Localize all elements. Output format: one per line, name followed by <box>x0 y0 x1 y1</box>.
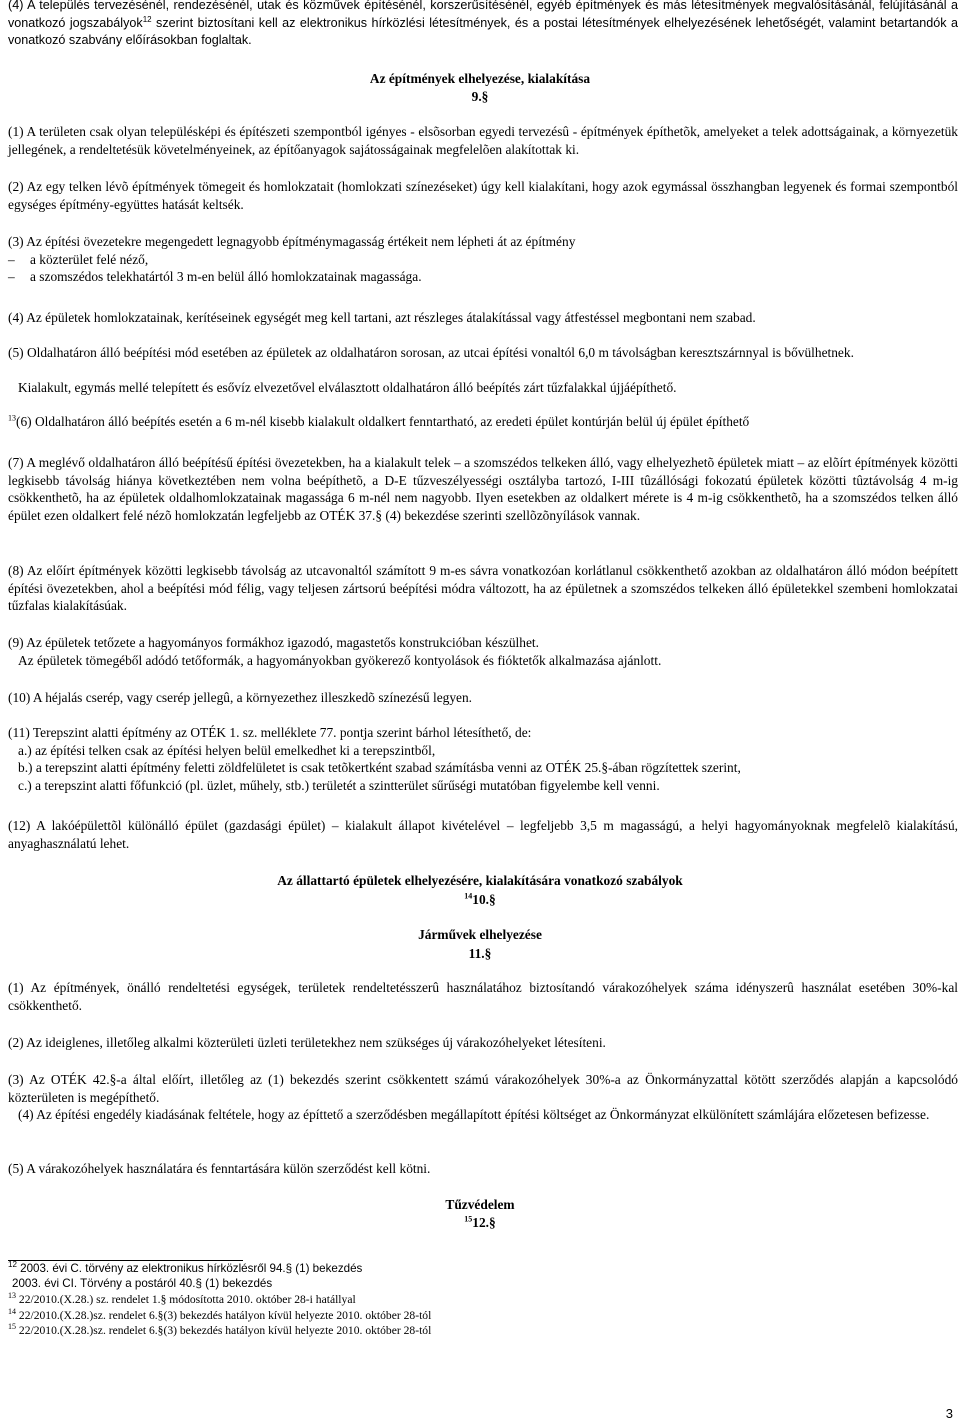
list-item: b.) a terepszint alatti építmény feletti zöldfelületet is csak tetõkertként szabad számításba venni az OTÉK 25.§-ában rögzítettek szerint, <box>18 760 741 775</box>
list-item <box>8 251 958 269</box>
paragraph-6 <box>8 413 958 431</box>
footnote-marker: 15 <box>8 1322 16 1332</box>
paragraph-11-5: (5) A várakozóhelyek használatára és fenntartására külön szerződést kell kötni. <box>8 1161 431 1176</box>
section-number <box>0 1214 960 1231</box>
section-number <box>0 891 960 908</box>
footnote <box>8 1324 708 1339</box>
footnote-separator <box>8 1260 243 1261</box>
section-number-text: 10.§ <box>472 892 496 907</box>
footnote-marker: 14 <box>8 1307 16 1317</box>
footnote-text: 2003. évi C. törvény az elektronikus hírközlésről 94.§ (1) bekezdés <box>16 1262 363 1275</box>
list-item: a.) az építési telken csak az építési helyen belül emelkedhet ki a terepszintből, <box>18 742 436 758</box>
section-heading: Tűzvédelem <box>445 1197 515 1212</box>
paragraph-7: (7) A meglévő oldalhatáron álló beépítésű építési övezetekben, ha a kialakult telek – a szomszédos telkeken álló, vagy elhelyezhetõ épületek miatt – az elõírt építmények közötti legkisebb távolság hiánya következtében nem volna beépíthetõ, a D-E tűzveszélyességi osztályba tartozó, I-III tûzállósági fokozatú épületek közötti tûztávolság 4 m-ig csökkenthetõ, ha az épületek oldalhomlokzatainak magassága 6 m-nél nem nagyobb. Ilyen esetekben az oldalkert mérete is 4 m-ig csökkenthetõ, ha a szomszédos telken álló épület ezen oldalkert felé nézõ homlokzatán legfeljebb az OTÉK 37.§ (4) bekezdése szerinti szellõzõnyílások vannak. <box>8 455 958 523</box>
paragraph-12: (12) A lakóépülettõl különálló épület (gazdasági épület) – kialakult állapot kivételével – legfeljebb 3,5 m magasságú, a helyi hagyományoknak megfelelõ kialakítású, anyaghasználatú lehet. <box>8 818 958 851</box>
paragraph-text: szerint biztosítani kell az elektronikus hírközlési létesítmények, és a postai létesítmények elhelyezésének lehetőségét, valamint betartandók a vonatkozó szabvány előírásokban foglaltak. <box>8 15 958 47</box>
section-heading: Járművek elhelyezése <box>418 927 542 942</box>
paragraph-text: (6) Oldalhatáron álló beépítés esetén a 6 m-nél kisebb kialakult oldalkert fenntartható, az eredeti épület kontúrján belül új épület építhető <box>16 414 750 429</box>
footnote-ref[interactable]: 12 <box>142 14 152 24</box>
dash-bullet: – <box>8 251 15 267</box>
paragraph-9: (9) Az épületek tetőzete a hagyományos formákhoz igazodó, magastetős konstrukcióban készülhet. <box>8 635 539 650</box>
paragraph-11-3: (3) Az OTÉK 42.§-a által előírt, illetőleg az (1) bekezdés szerint csökkentett számú várakozóhelyek 30%-a az Önkormányzattal kötött szerződés alapján a kapcsolódó közterületen is megépíthető. <box>8 1072 958 1105</box>
dash-bullet: – <box>8 269 15 284</box>
footnote <box>8 1309 708 1324</box>
paragraph-5-continuation: Kialakult, egymás mellé telepített és esővíz elvezetővel elválasztott oldalhatáron álló beépítés zárt tűzfalakkal újjáépíthető. <box>18 380 677 395</box>
paragraph-8: (8) Az előírt építmények közötti legkisebb távolság az utcavonaltól számított 9 m-es sávra vonatkozóan korlátlanul csökkenthető azokban az oldalhatáron álló módon beépített építési övezetekben, ahol a beépítési mód félig, vagy teljesen zártsorú beépítési módra változott, ha az épületnek a szomszédos telkeken álló épületekkel szembeni homlokzatai tűzfalas kialakításúak. <box>8 563 958 613</box>
footnote-marker: 12 <box>8 1260 17 1270</box>
section-heading: Az állattartó épületek elhelyezésére, kialakítására vonatkozó szabályok <box>277 873 683 888</box>
footnote-text: 2003. évi CI. Törvény a postáról 40.§ (1) bekezdés <box>12 1277 273 1290</box>
list-item-text: a szomszédos telekhatártól 3 m-en belül álló homlokzatainak magassága. <box>30 269 422 284</box>
section-number: 11.§ <box>468 946 492 961</box>
paragraph-10: (10) A héjalás cserép, vagy cserép jellegû, a környezethez illeszkedõ színezésű legyen. <box>8 690 473 705</box>
footnote-text: 22/2010.(X.28.) sz. rendelet 1.§ módosította 2010. október 28-i hatállyal <box>16 1293 356 1306</box>
paragraph-11-1: (1) Az építmények, önálló rendeltetési egységek, területek rendeltetésszerû használatához biztosítandó várakozóhelyek száma idényszerû használat esetében 30%-kal csökkenthető. <box>8 980 958 1013</box>
footnote-text: 22/2010.(X.28.)sz. rendelet 6.§(3) bekezdés hatályon kívül helyezte 2010. október 28-tól <box>16 1309 432 1322</box>
paragraph-3 <box>8 233 958 286</box>
paragraph-1: (1) A területen csak olyan településképi és építészeti szempontból igényes - elsõsorban egyedi tervezésû - építmények építhetõk, amelyeket a telek adottságainak, a környezetük jellegének, a rendeltetésük követelményeinek, az építőanyagok sajátosságainak megfelelõen alakítottak ki. <box>8 124 958 157</box>
section-number: 9.§ <box>471 89 489 104</box>
footnote <box>8 1262 708 1277</box>
paragraph-4: (4) Az épületek homlokzatainak, kerítéseinek egységét meg kell tartani, azt részleges átalakítással vagy átfestéssel megbontani nem szabad. <box>8 310 756 325</box>
paragraph-5: (5) Oldalhatáron álló beépítési mód esetében az épületek az oldalhatáron sorosan, az utcai építési vonaltól 6,0 m távolságban keresztszárnnyal is bővülhetnek. <box>8 345 854 360</box>
paragraph-text: (3) Az építési övezetekre megengedett legnagyobb építménymagasság értékeit nem lépheti át az építmény <box>8 234 576 249</box>
list-item: c.) a terepszint alatti főfunkció (pl. üzlet, műhely, stb.) területét a szintterület sűrűségi mutatóban figyelembe kell venni. <box>18 777 660 793</box>
paragraph-4-telecom <box>8 0 958 50</box>
paragraph-11 <box>8 724 958 794</box>
paragraph-9-continuation: Az épületek tömegéből adódó tetőformák, a hagyományokban gyökerező kontyolások és fióktetők alkalmazása ajánlott. <box>18 653 662 668</box>
paragraph-2: (2) Az egy telken lévõ építmények tömegeit és homlokzatait (homlokzati színezéseket) úgy kell kialakítani, hogy azok egymással összhangban legyenek és formai szempontból egységes építmény-együttes hatását keltsék. <box>8 179 958 212</box>
paragraph-text: (11) Terepszint alatti építmény az OTÉK 1. sz. melléklete 77. pontja szerint bárhol létesíthető, de: <box>8 725 532 740</box>
footnote <box>8 1293 708 1308</box>
page-number: 3 <box>945 1406 953 1421</box>
footnote-marker: 13 <box>8 1291 16 1301</box>
footnote-ref[interactable]: 13 <box>8 413 16 423</box>
list-item-text: a közterület felé néző, <box>30 251 149 267</box>
paragraph-11-4: (4) Az építési engedély kiadásának feltétele, hogy az építtető a szerződésben megállapított építési költséget az Önkormányzat elkülönített számlájára előzetesen befizesse. <box>18 1107 930 1122</box>
list-item <box>8 268 958 286</box>
footnote <box>12 1277 712 1292</box>
section-number-text: 12.§ <box>472 1215 496 1230</box>
paragraph-text: (4) A település tervezésénél, rendezésénél, utak és közművek építésénél, korszerűsítésénél, egyéb építmények és más létesítmények megvalósításánál, felújításánál a vonatkozó jogszabályok <box>8 0 958 30</box>
footnote-ref[interactable]: 15 <box>464 1214 473 1224</box>
section-heading: Az építmények elhelyezése, kialakítása <box>369 71 591 86</box>
paragraph-11-2: (2) Az ideiglenes, illetőleg alkalmi közterületi üzleti területekhez nem szükséges új várakozóhelyeket létesíteni. <box>8 1035 606 1050</box>
footnote-ref[interactable]: 14 <box>464 891 473 901</box>
footnote-text: 22/2010.(X.28.)sz. rendelet 6.§(3) bekezdés hatályon kívül helyezte 2010. október 28-tól <box>16 1324 432 1337</box>
